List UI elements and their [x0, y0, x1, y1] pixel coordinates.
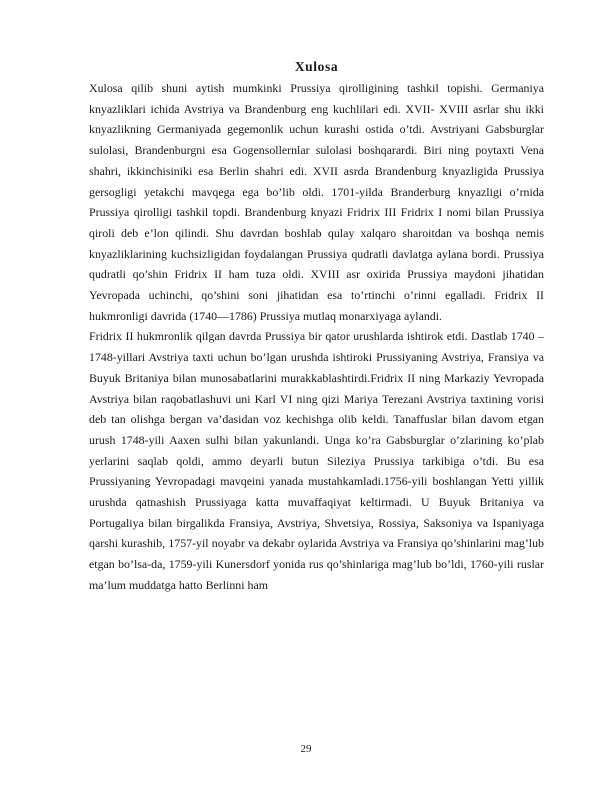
document-body: [89, 78, 544, 596]
document-title: Xulosa: [294, 59, 339, 74]
document-page: [89, 56, 544, 596]
page-number: 29: [300, 743, 312, 755]
paragraph-2: Fridrix II hukmronlik qilgan davrda Prussiya bir qator urushlarda ishtirok etdi. Dastlab 1740 –1748-yillari Avstriya taxti uchun bo’lgan urushda ishtiroki Prussiyaning Avstriya, Fransiya va Buyuk Britaniya bilan munosabatlarini murakkablashtirdi.Fridrix II ning Markaziy Yevropada Avstriya bilan raqobatlashuvi uni Karl VI ning qizi Mariya Terezani Avstriya taxtining vorisi deb tan olishga bergan va’dasidan voz kechishga olib keldi. Tanaffuslar bilan davom etgan urush 1748-yili Aaxen sulhi bilan yakunlandi. Unga ko’ra Gabsburglar o’zlarining ko’plab yerlarini saqlab qoldi, ammo deyarli butun Sileziya Prussiya tarkibiga o’tdi. Bu esa Prussiyaning Yevropadagi mavqeini yanada mustahkamladi.1756-yili boshlangan Yetti yillik urushda qatnashish Prussiyaga katta muvaffaqiyat keltirmadi. U Buyuk Britaniya va Portugaliya bilan birgalikda Fransiya, Avstriya, Shvetsiya, Rossiya, Saksoniya va Ispaniyaga qarshi kurashib, 1757-yil noyabr va dekabr oylarida Avstriya va Fransiya qo’shinlarini mag’lub etgan bo’lsa-da, 1759-yili Kunersdorf yonida rus qo’shinlariga mag’lub bo’ldi, 1760-yili ruslar ma’lum muddatga hatto Berlinni ham: [89, 329, 544, 592]
paragraph-1: Xulosa qilib shuni aytish mumkinki Prussiya qirolligining tashkil topishi. Germaniya knyazliklari ichida Avstriya va Brandenburg eng kuchlilari edi. XVII- XVIII asrlar shu ikki knyazlikning Germaniyada gegemonlik uchun kurashi ostida o’tdi. Avstriyani Gabsburglar sulolasi, Brandenburgni esa Gogensollernlar sulolasi boshqarardi. Biri ning poytaxti Vena shahri, ikkinchisiniki esa Berlin shahri edi. XVII asrda Brandenburg knyazligida Prussiya gersogligi yetakchi mavqega ega bo’lib oldi. 1701-yilda Branderburg knyazligi o’rnida Prussiya qirolligi tashkil topdi. Brandenburg knyazi Fridrix III Fridrix I nomi bilan Prussiya qiroli deb e’lon qilindi. Shu davrdan boshlab qulay xalqaro sharoitdan va boshqa nemis knyazliklarining kuchsizligidan foydalangan Prussiya qudratli davlatga aylana bordi. Prussiya qudratli qo’shin Fridrix II ham tuza oldi. XVIII asr oxirida Prussiya maydoni jihatidan Yevropada uchinchi, qo’shini soni jihatidan esa to’rtinchi o’rinni egalladi. Fridrix II hukmronligi davrida (1740—1786) Prussiya mutlaq monarxiyaga aylandi.: [89, 81, 544, 323]
